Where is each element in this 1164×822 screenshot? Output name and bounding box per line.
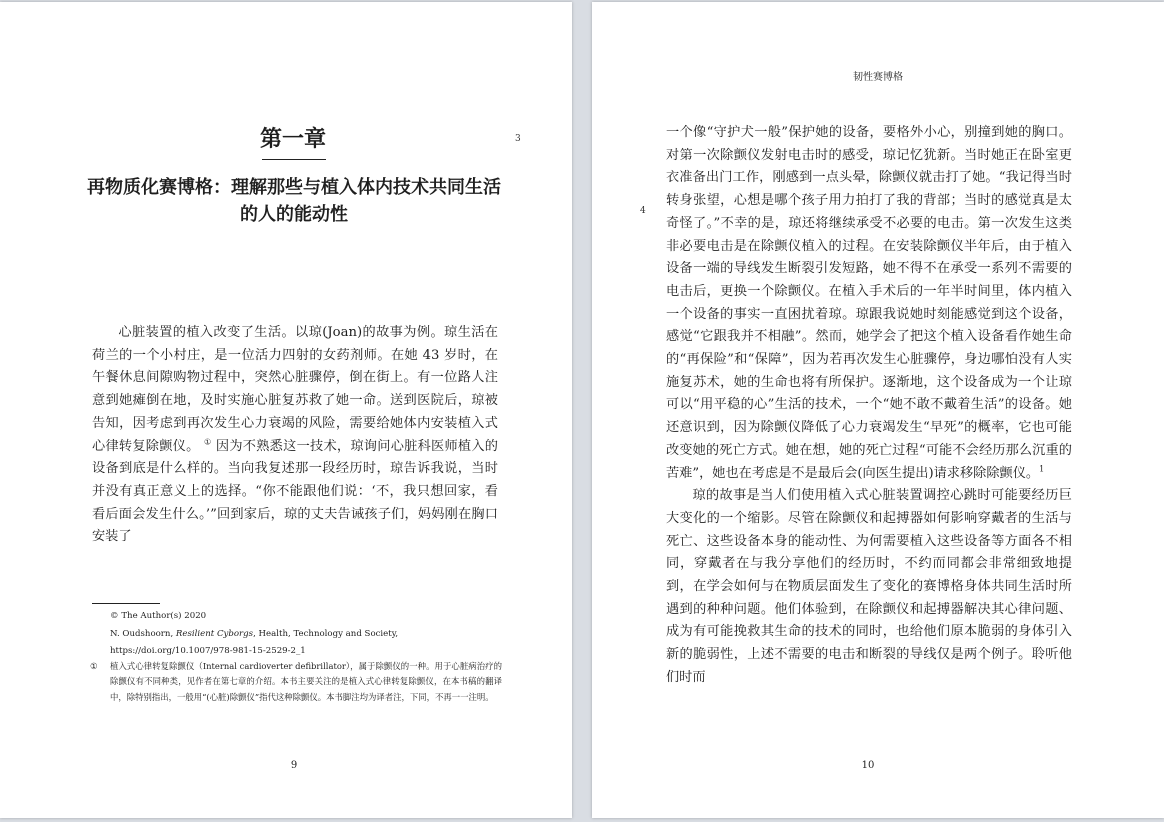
footnote-reference[interactable]: ① [204,437,212,447]
paragraph-text: 一个像“守护犬一般”保护她的设备，要格外小心，别撞到她的胸口。对第一次除颤仪发射电击时的感受，琼记忆犹新。当时她正在卧室更衣准备出门工作，刚感到一点头晕，除颤仪就击打了她。“我记得当时转身张望，心想是哪个孩子用力拍打了我的背部；当时的感觉真是太奇怪了。”不幸的是，琼还将继续承受不必要的电击。第一次发生这类非必要电击是在除颤仪植入的过程。在安装除颤仪半年后，由于植入设备一端的导线发生断裂引发短路，她不得不在承受一系列不需要的电击后，更换一个除颤仪。在植入手术后的一年半时间里，体内植入一个设备的事实一直困扰着琼。琼跟我说她时刻能感觉到这个设备，感觉“它跟我并不相融”。然而，她学会了把这个植入设备看作她生命的“再保险”和“保障”，因为若再次发生心脏骤停，身边哪怕没有人实施复苏术，她的生命也将有所保护。逐渐地，这个设备成为一个让琼可以“用平稳的心”生活的技术，一个“她不敢不戴着生活”的设备。她还意识到，因为除颤仪降低了心力衰竭发生“早死”的概率，它也可能改变她的死亡方式。她在想，她的死亡过程“可能不会经历那么沉重的苦难”，她也在考虑是不是最后会(向医生提出)请求移除除颤仪。 [666,125,1072,481]
margin-page-number: 3 [515,134,521,144]
citation-rest: , Health, Technology and Society, [253,629,399,639]
copyright-line: © The Author(s) 2020 [110,611,207,621]
right-page [592,2,1164,818]
page-number: 10 [861,760,875,771]
footnote-text: 植入式心律转复除颤仪（Internal cardioverter defibrillator），属于除颤仪的一种。用于心脏病治疗的除颤仪有不同种类，见作者在第七章的介绍。本书主要关注的是植入式心律转复除颤仪，在本书稿的翻译中，除特别指出，一般用“(心脏)除颤仪”指代这种除颤仪。本书脚注均为译者注，下同，不再一一注明。 [110,661,502,702]
body-paragraph [92,322,498,549]
left-page [0,2,572,818]
body-paragraph [666,122,1072,485]
citation-title: Resilient Cyborgs [175,629,254,639]
chapter-title-rule [262,159,326,160]
footnote-reference[interactable]: 1 [1039,464,1045,474]
footnote-rule [92,603,160,604]
doi-link[interactable]: https://doi.org/10.1007/978-981-15-2529-2_1 [110,646,306,656]
citation-line [110,627,398,642]
body-paragraph: 琼的故事是当人们使用植入式心脏装置调控心跳时可能要经历巨大变化的一个缩影。尽管在除颤仪和起搏器如何影响穿戴者的生活与死亡、这些设备本身的能动性、为何需要植入这些设备等方面各不相同，穿戴者在与我分享他们的经历时，不约而同都会非常细致地提到，在学会如何与在物质层面发生了变化的赛博格身体共同生活时所遇到的种种问题。他们体验到，在除颤仪和起搏器解决其心律问题、成为有可能挽救其生命的技术的同时，也给他们原本脆弱的身体引入新的脆弱性，上述不需要的电击和断裂的导线仅是两个例子。聆听他们时而 [666,488,1072,685]
paragraph-text-continued: 因为不熟悉这一技术，琼询问心脏科医师植入的设备到底是什么样的。当向我复述那一段经历时，琼告诉我说，当时并没有真正意义上的选择。“你不能跟他们说：‘不，我只想回家，看看后面会发生什么。’”回到家后，琼的丈夫告诫孩子们，妈妈刚在胸口安装了 [92,438,498,545]
margin-page-number: 4 [640,206,646,216]
footnote [90,659,502,705]
paragraph-text: 心脏装置的植入改变了生活。以琼(Joan)的故事为例。琼生活在荷兰的一个小村庄，是一位活力四射的女药剂师。在她 43 岁时，在午餐休息间隙购物过程中，突然心脏骤停，倒在街上。有一位路人注意到她瘫倒在地，及时实施心脏复苏救了她一命。送到医院后，琼被告知，因考虑到再次发生心力衰竭的风险，需要给她体内安装植入式心律转复除颤仪。 [92,325,498,454]
footnote-mark: ① [90,661,98,671]
running-head: 韧性赛博格 [853,72,903,83]
chapter-title: 再物质化赛博格：理解那些与植入体内技术共同生活的人的能动性 [87,177,501,225]
page-number: 9 [290,760,298,771]
citation-author: N. Oudshoorn, [110,629,176,639]
chapter-number: 第一章 [259,126,326,152]
body-text [666,122,1072,690]
